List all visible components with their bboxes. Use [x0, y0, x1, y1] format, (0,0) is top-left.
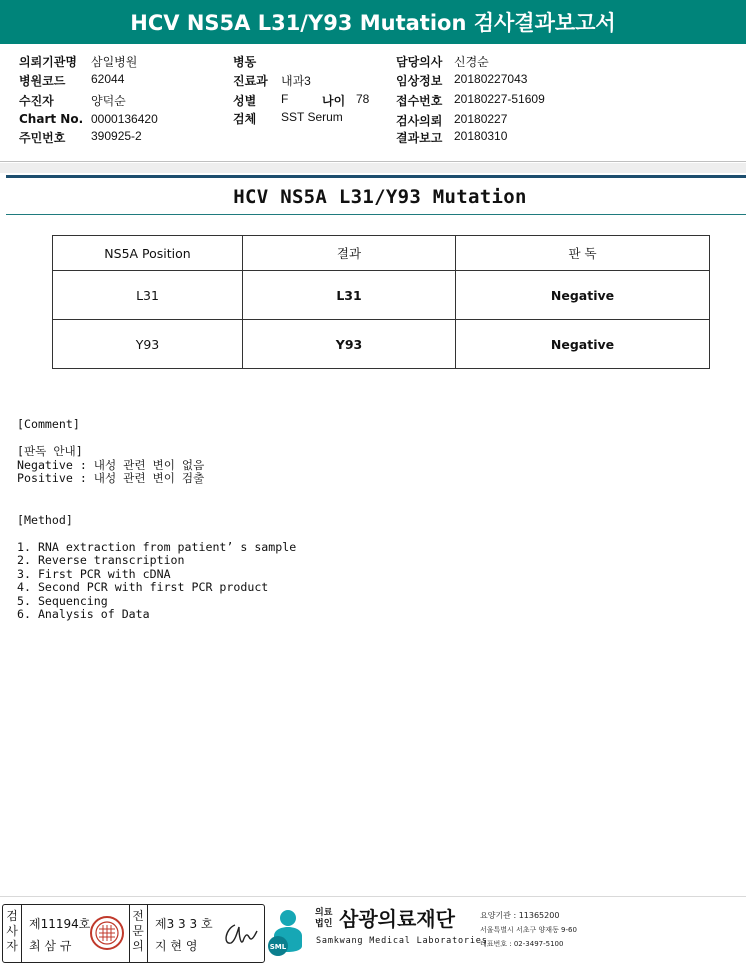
signature-box	[2, 904, 265, 963]
label-sex: 성별	[233, 94, 257, 108]
label-age: 나이	[322, 94, 346, 108]
cell-interpretation: Negative	[456, 271, 710, 320]
value-institution: 삼일병원	[91, 55, 138, 69]
value-department: 내과3	[281, 74, 311, 88]
company-logo-icon	[266, 906, 312, 958]
org-phone: 대표번호 : 02-3497-5100	[480, 940, 564, 948]
label-department: 진료과	[233, 74, 268, 88]
divider	[0, 161, 746, 162]
guide-heading: [판독 안내]	[17, 444, 83, 458]
label-report-date: 결과보고	[396, 131, 443, 145]
table-row	[53, 271, 710, 320]
examiner-number: 제11194호	[29, 917, 91, 931]
patient-info	[0, 44, 746, 162]
specialist-label: 전문의	[132, 909, 144, 953]
label-doctor: 담당의사	[396, 55, 443, 69]
table-row	[53, 320, 710, 369]
report-title: HCV NS5A L31/Y93 Mutation	[233, 186, 527, 208]
cell-position: L31	[53, 271, 243, 320]
table-header-row	[53, 236, 710, 271]
label-chart-no: Chart No.	[19, 112, 84, 126]
guide-positive: Positive : 내성 관련 변이 검출	[17, 471, 205, 485]
method-step: 2. Reverse transcription	[17, 553, 185, 567]
specialist-name: 지 현 영	[155, 939, 198, 953]
label-specimen: 검체	[233, 112, 257, 126]
title-rule-bottom	[6, 214, 746, 215]
method-step: 5. Sequencing	[17, 594, 108, 608]
cell-result: Y93	[243, 320, 456, 369]
value-specimen: SST Serum	[281, 110, 343, 124]
box-divider	[147, 905, 148, 962]
specialist-number: 제3 3 3 호	[155, 917, 213, 931]
box-divider	[129, 905, 130, 962]
org-code: 요양기관 : 11365200	[480, 911, 560, 920]
label-hospital-code: 병원코드	[19, 74, 66, 88]
org-english: Samkwang Medical Laboratories	[316, 936, 488, 946]
footer-divider	[0, 896, 746, 897]
comment-heading: [Comment]	[17, 417, 80, 431]
label-institution: 의뢰기관명	[19, 55, 77, 69]
org-prefix: 의료법인	[315, 908, 333, 929]
label-request-date: 검사의뢰	[396, 114, 443, 128]
value-resident-no: 390925-2	[91, 129, 142, 143]
header-result: 결과	[243, 236, 456, 271]
label-receipt-no: 접수번호	[396, 94, 443, 108]
cell-position: Y93	[53, 320, 243, 369]
divider-band	[0, 163, 746, 173]
header-interpretation: 판 독	[456, 236, 710, 271]
guide-negative: Negative : 내성 관련 변이 없음	[17, 458, 205, 472]
header-position: NS5A Position	[53, 236, 243, 271]
value-age: 78	[356, 92, 370, 106]
examiner-label: 검사자	[6, 909, 18, 953]
method-step: 4. Second PCR with first PCR product	[17, 580, 269, 594]
method-step: 6. Analysis of Data	[17, 607, 150, 621]
examiner-name: 최 삼 규	[29, 939, 72, 953]
label-ward: 병동	[233, 55, 257, 69]
org-name: 삼광의료재단	[339, 907, 455, 931]
value-doctor: 신경순	[454, 55, 489, 69]
method-step: 1. RNA extraction from patient’ s sample	[17, 540, 297, 554]
title-rule-top	[6, 175, 746, 178]
value-clinical-info: 20180227043	[454, 72, 528, 86]
label-clinical-info: 임상정보	[396, 74, 443, 88]
org-address: 서울특별시 서초구 양재동 9-60	[480, 926, 577, 934]
value-chart-no: 0000136420	[91, 112, 158, 126]
box-divider	[21, 905, 22, 962]
value-patient: 양덕순	[91, 94, 126, 108]
label-resident-no: 주민번호	[19, 131, 66, 145]
value-hospital-code: 62044	[91, 72, 125, 86]
cell-interpretation: Negative	[456, 320, 710, 369]
examiner-seal-icon	[89, 915, 125, 951]
signature-icon	[221, 919, 259, 951]
method-heading: [Method]	[17, 513, 73, 527]
value-sex: F	[281, 92, 289, 106]
logo-badge: SML	[269, 943, 287, 951]
label-patient: 수진자	[19, 94, 54, 108]
report-header: HCV NS5A L31/Y93 Mutation 검사결과보고서	[0, 0, 746, 44]
value-receipt-no: 20180227-51609	[454, 92, 545, 106]
cell-result: L31	[243, 271, 456, 320]
value-request-date: 20180227	[454, 112, 508, 126]
results-table	[52, 235, 710, 369]
method-step: 3. First PCR with cDNA	[17, 567, 171, 581]
value-report-date: 20180310	[454, 129, 508, 143]
